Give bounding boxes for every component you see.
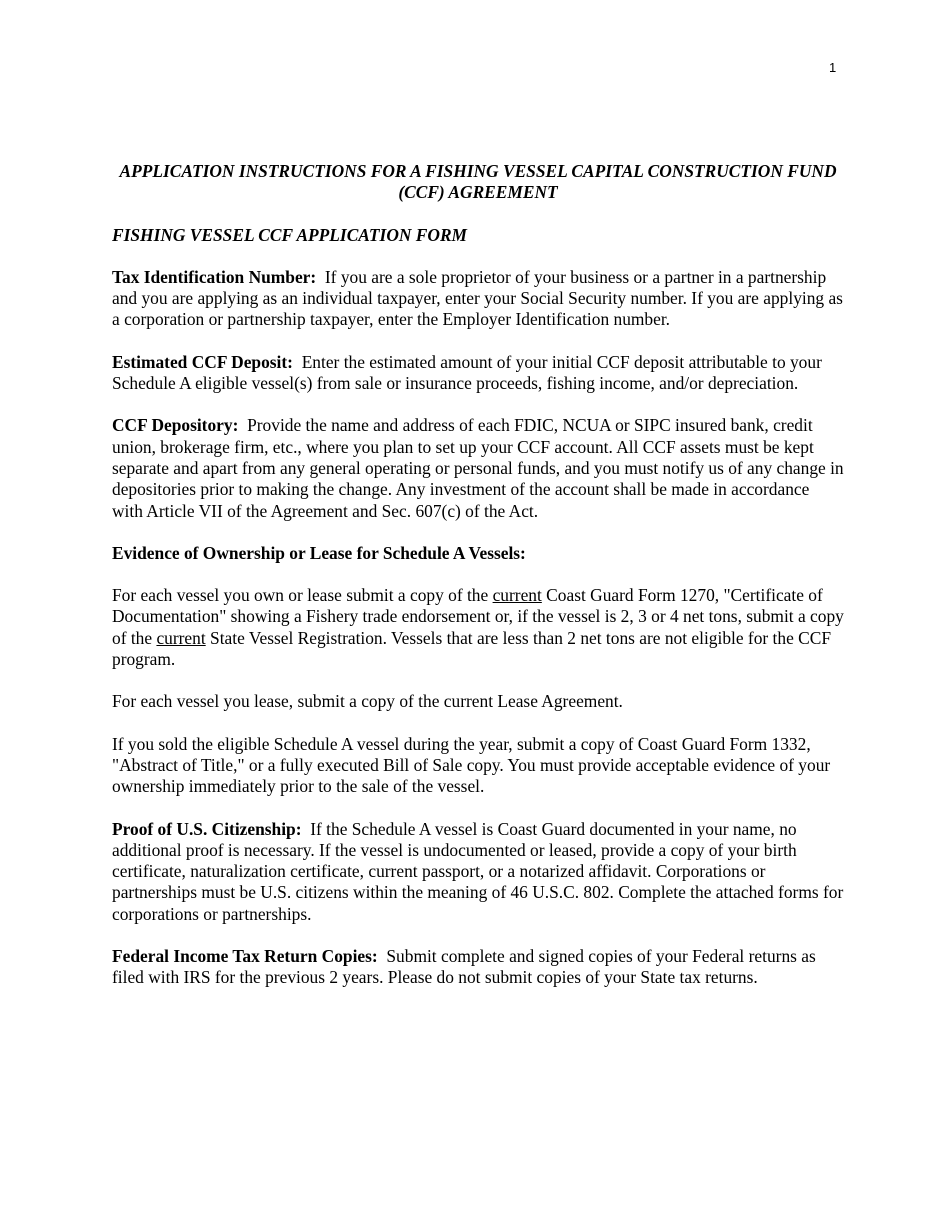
tax-id-text: If you are a sole proprietor of your business or a partner in a partnership and you are applying as an individual taxpayer, enter your Social Security number. If you are applying as a corporation or partnership taxpayer, enter the Employer Identification number. xyxy=(112,266,843,330)
current-underlined: current xyxy=(156,627,206,648)
depository-heading: CCF Depository: xyxy=(112,415,239,436)
current-underlined: current xyxy=(492,585,542,606)
depository-section xyxy=(112,415,844,521)
evidence-paragraph-lease: For each vessel you lease, submit a copy of the current Lease Agreement. xyxy=(112,691,623,712)
estimated-deposit-section xyxy=(112,352,844,395)
evidence-text-part1: For each vessel you own or lease submit a copy of the xyxy=(112,585,493,606)
citizenship-heading: Proof of U.S. Citizenship: xyxy=(112,818,302,839)
page-number: 1 xyxy=(829,60,837,75)
evidence-text-part3: State Vessel Registration. Vessels that are less than 2 net tons are not eligible for the CCF program. xyxy=(112,627,832,670)
estimated-deposit-heading: Estimated CCF Deposit: xyxy=(112,351,293,372)
evidence-paragraph-own-lease xyxy=(112,585,844,670)
evidence-heading: Evidence of Ownership or Lease for Schedule A Vessels: xyxy=(112,542,526,563)
tax-returns-section xyxy=(112,946,844,989)
tax-id-section xyxy=(112,267,844,331)
evidence-text-part2: Coast Guard Form 1270, "Certificate of Documentation" showing a Fishery trade endorsement or, if the vessel is 2, 3 or 4 net tons, submit a copy of the xyxy=(112,585,844,648)
citizenship-section xyxy=(112,819,844,925)
citizenship-text: If the Schedule A vessel is Coast Guard documented in your name, no additional proof is necessary. If the vessel is undocumented or leased, provide a copy of your birth certificate, naturalization certificate, current passport, or a notarized affidavit. Corporations or partnerships must be U.S. citizens within the meaning of 46 U.S.C. 802. Complete the attached forms for corporations or partnerships. xyxy=(112,818,844,924)
tax-returns-text: Submit complete and signed copies of your Federal returns as filed with IRS for the previous 2 years. Please do not submit copies of your State tax returns. xyxy=(112,946,816,988)
evidence-paragraph-sold: If you sold the eligible Schedule A vessel during the year, submit a copy of Coast Guard Form 1332, "Abstract of Title," or a fully executed Bill of Sale copy. You must provide acceptable evidence of your ownership immediately prior to the sale of the vessel. xyxy=(112,733,831,797)
tax-returns-heading: Federal Income Tax Return Copies: xyxy=(112,946,378,967)
estimated-deposit-text: Enter the estimated amount of your initial CCF deposit attributable to your Schedule A eligible vessel(s) from sale or insurance proceeds, fishing income, and/or depreciation. xyxy=(112,351,822,394)
tax-id-heading: Tax Identification Number: xyxy=(112,266,317,287)
document-title: APPLICATION INSTRUCTIONS FOR A FISHING VESSEL CAPITAL CONSTRUCTION FUND (CCF) AGREEMENT xyxy=(119,161,837,203)
depository-text: Provide the name and address of each FDIC, NCUA or SIPC insured bank, credit union, brokerage firm, etc., where you plan to set up your CCF account. All CCF assets must be kept separate and apart from any general operating or personal funds, and you must notify us of any change in depositories prior to making the change. Any investment of the account shall be made in accordance with Article VII of the Agreement and Sec. 607(c) of the Act. xyxy=(112,415,844,521)
document-body xyxy=(112,161,844,989)
form-subtitle: FISHING VESSEL CCF APPLICATION FORM xyxy=(112,224,468,245)
